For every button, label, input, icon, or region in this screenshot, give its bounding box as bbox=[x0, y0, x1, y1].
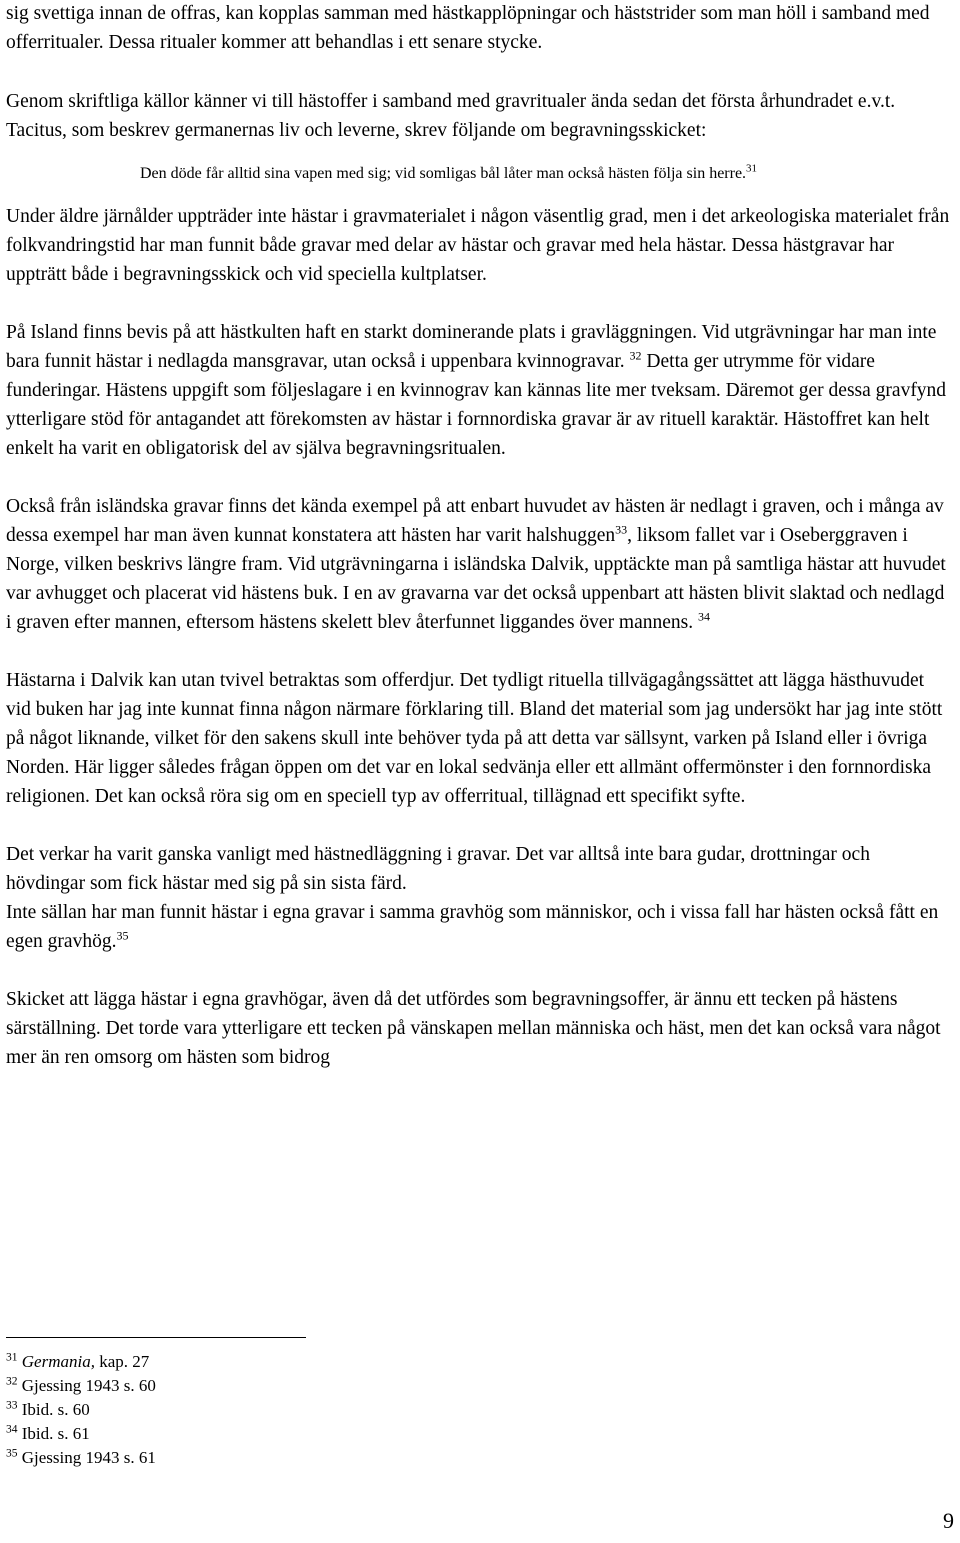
quote-text: Den döde får alltid sina vapen med sig; vid somligas bål låter man också hästen följa sin herre. bbox=[140, 165, 747, 182]
footnotes bbox=[6, 1350, 156, 1470]
footnote-34 bbox=[6, 1422, 156, 1446]
footnote-35 bbox=[6, 1446, 156, 1470]
paragraph-text: Inte sällan har man funnit hästar i egna gravar i samma gravhög som människor, och i vissa fall har hästen också fått en egen gravhög. bbox=[6, 902, 939, 952]
footnote-text: Ibid. s. 61 bbox=[21, 1424, 90, 1443]
paragraph-common-practice bbox=[6, 840, 952, 898]
footnote-number: 31 bbox=[6, 1351, 18, 1364]
footnote-32 bbox=[6, 1374, 156, 1398]
paragraph-text: Också från isländska gravar finns det kända exempel på att enbart huvudet av hästen är nedlagt i graven, och i många av dessa exempel har man även kunnat konstatera att hästen har varit halshuggen bbox=[6, 496, 944, 546]
footnote-number: 32 bbox=[6, 1375, 18, 1388]
paragraph-text: Skicket att lägga hästar i egna gravhögar, även då det utfördes som begravningsoffer, är ännu ett tecken på hästens särställning. Det torde vara ytterligare ett tecken på vänskapen mellan människa och häst, men det kan också vara något mer än ren omsorg om hästen som bidrog bbox=[6, 989, 941, 1068]
paragraph-iron-age bbox=[6, 202, 952, 289]
paragraph-tacitus-intro bbox=[6, 87, 952, 145]
paragraph-continuation bbox=[6, 0, 952, 57]
paragraph-text: Hästarna i Dalvik kan utan tvivel betraktas som offerdjur. Det tydligt rituella tillvägagångssättet att lägga hästhuvudet vid buken har jag inte kunnat finna någon närmare förklaring till. Bland det material som jag undersökt har jag inte stött på något liknande, vilket för den sakens skull inte behöver tyda på att detta var sällsynt, varken på Island eller i övriga Norden. Här ligger således frågan öppen om det var en lokal sedvänja eller ett allmänt offermönster i den fornnordiska religionen. Det kan också röra sig om en speciell typ av offerritual, tillägnad ett specifikt syfte. bbox=[6, 670, 943, 807]
footnote-number: 33 bbox=[6, 1399, 18, 1412]
footnote-ref-32[interactable]: 32 bbox=[629, 348, 642, 363]
paragraph-text: Under äldre järnålder uppträder inte hästar i gravmaterialet i någon väsentlig grad, men i det arkeologiska materialet från folkvandringstid har man funnit både gravar med delar av hästar och gravar med hela hästar. Dessa hästgravar har uppträtt både i begravningsskick och vid speciella kultplatser. bbox=[6, 206, 950, 285]
paragraph-text: Genom skriftliga källor känner vi till hästoffer i samband med gravritualer ända sedan det första århundradet e.v.t. Tacitus, som beskrev germanernas liv och leverne, skrev följande om begravningsskicket: bbox=[6, 91, 896, 141]
footnote-number: 34 bbox=[6, 1423, 18, 1436]
paragraph-text: Detta ger utrymme för vidare funderingar. Hästens uppgift som följeslagare i en kvinnograv kan kännas lite mer tveksam. Däremot ger dessa gravfynd ytterligare stöd för antagandet att förekomsten av hästar i fornnordiska gravar är av rituell karaktär. Hästoffret kan helt enkelt ha varit en obligatorisk del av själva begravningsritualen. bbox=[6, 351, 947, 459]
paragraph-own-graves bbox=[6, 898, 952, 956]
footnote-text: Gjessing 1943 s. 60 bbox=[21, 1376, 156, 1395]
block-quote-germania bbox=[140, 162, 840, 186]
footnote-ref-33[interactable]: 33 bbox=[615, 522, 628, 537]
footnote-separator bbox=[6, 1337, 306, 1338]
paragraph-dalvik bbox=[6, 666, 952, 811]
paragraph-burial-custom bbox=[6, 985, 952, 1072]
footnote-ref-35[interactable]: 35 bbox=[116, 928, 129, 943]
footnote-31 bbox=[6, 1350, 156, 1374]
footnote-text: kap. 27 bbox=[94, 1352, 150, 1371]
footnote-ref-31[interactable]: 31 bbox=[746, 162, 758, 175]
footnote-text: Ibid. s. 60 bbox=[21, 1400, 90, 1419]
page-number: 9 bbox=[943, 1508, 954, 1533]
footnote-text: Gjessing 1943 s. 61 bbox=[21, 1448, 156, 1467]
paragraph-text: På Island finns bevis på att hästkulten haft en starkt dominerande plats i gravläggningen. Vid utgrävningar har man inte bara funnit hästar i nedlagda mansgravar, utan också i uppenbara kvinnogravar. bbox=[6, 322, 937, 372]
footnote-ref-34[interactable]: 34 bbox=[698, 609, 711, 624]
footnote-number: 35 bbox=[6, 1447, 18, 1460]
paragraph-text: Det verkar ha varit ganska vanligt med hästnedläggning i gravar. Det var alltså inte bara gudar, drottningar och hövdingar som fick hästar med sig på sin sista färd. bbox=[6, 844, 870, 894]
paragraph-text: , liksom fallet var i Oseberggraven i Norge, vilken beskrivs längre fram. Vid utgrävningarna i isländska Dalvik, upptäckte man på samtliga hästar att huvudet var avhugget och placerat vid hästens buk. I en av gravarna var det också uppenbart att hästen blivit slaktad och nedlagd i graven efter mannen, eftersom hästens skelett blev återfunnet liggandes över mannens. bbox=[6, 525, 946, 633]
paragraph-iceland bbox=[6, 318, 952, 463]
paragraph-text: sig svettiga innan de offras, kan kopplas samman med hästkapplöpningar och häststrider som man höll i samband med offerritualer. Dessa ritualer kommer att behandlas i ett senare stycke. bbox=[6, 3, 930, 53]
paragraph-icelandic-graves bbox=[6, 492, 952, 637]
footnote-33 bbox=[6, 1398, 156, 1422]
document-page bbox=[6, 0, 952, 1072]
footnote-title: Germania, bbox=[21, 1352, 95, 1371]
